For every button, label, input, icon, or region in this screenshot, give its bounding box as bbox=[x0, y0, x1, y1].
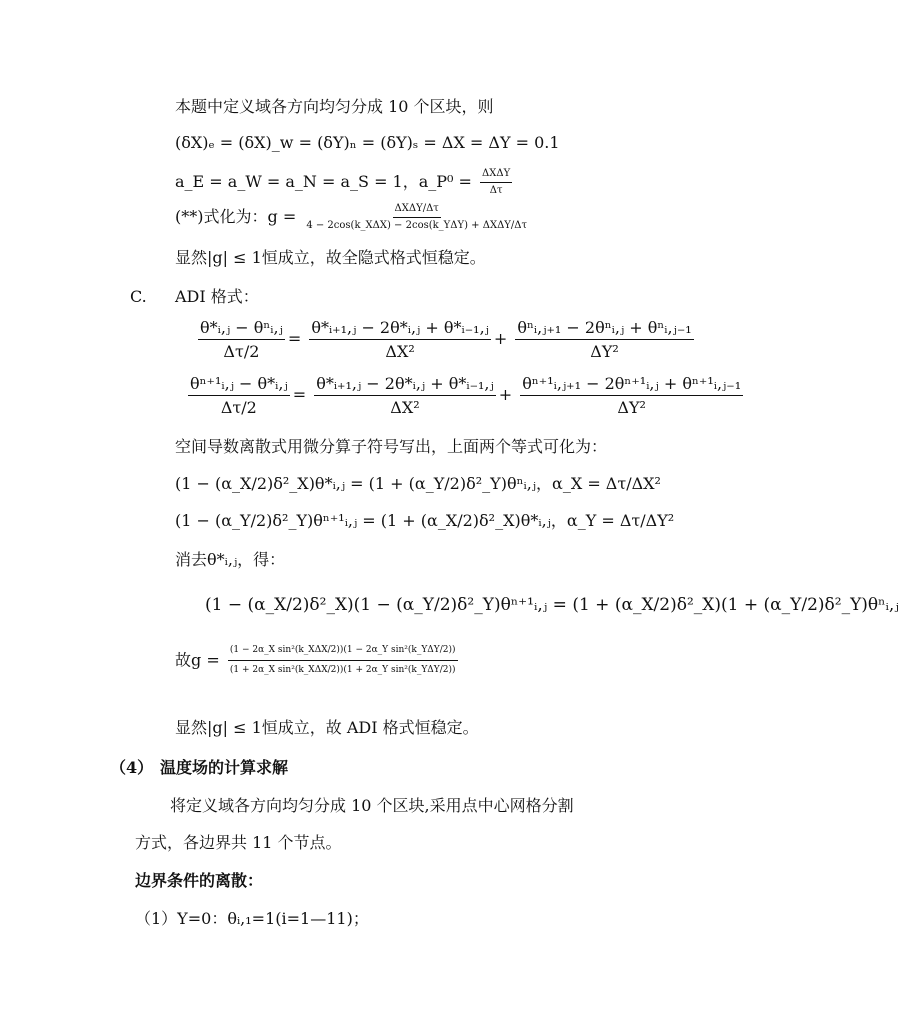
adi1-r2-den: ΔY² bbox=[590, 342, 619, 362]
adi1-lhs bbox=[198, 318, 285, 361]
adi2-r2-num: θⁿ⁺¹ᵢ,ⱼ₊₁ − 2θⁿ⁺¹ᵢ,ⱼ + θⁿ⁺¹ᵢ,ⱼ₋₁ bbox=[520, 374, 743, 396]
eq-g-label: (**)式化为：g = bbox=[175, 207, 297, 226]
operator-equation-1: (1 − (α_X/2)δ²_X)θ*ᵢ,ⱼ = (1 + (α_Y/2)δ²_Y)θⁿᵢ,ⱼ，α_X = Δτ/ΔX² bbox=[175, 474, 661, 493]
eq-g-den: 4 − 2cos(k_XΔX) − 2cos(k_YΔY) + ΔXΔY/Δτ bbox=[306, 220, 528, 231]
adi2-lhs bbox=[188, 374, 290, 417]
g2-num: (1 − 2α_X sin²(k_XΔX/2))(1 − 2α_Y sin²(k_YΔY/2)) bbox=[228, 645, 458, 661]
eq-coefficients-left: a_E = a_W = a_N = a_S = 1，a_P⁰ = bbox=[175, 172, 472, 191]
section-c-letter: C. bbox=[130, 287, 147, 306]
eq-g-fraction bbox=[304, 203, 529, 232]
adi2-r1-num: θ*ᵢ₊₁,ⱼ − 2θ*ᵢ,ⱼ + θ*ᵢ₋₁,ⱼ bbox=[314, 374, 496, 396]
boundary-condition-1: （1）Y=0：θᵢ,₁=1(i=1—11)； bbox=[135, 909, 369, 928]
eq-control-volume: (δX)ₑ = (δX)_w = (δY)ₙ = (δY)ₛ = ΔX = ΔY = 0.1 bbox=[175, 133, 560, 152]
operator-equation-2: (1 − (α_Y/2)δ²_Y)θⁿ⁺¹ᵢ,ⱼ = (1 + (α_X/2)δ²_X)θ*ᵢ,ⱼ，α_Y = Δτ/ΔY² bbox=[175, 511, 675, 530]
eq-g-implicit bbox=[175, 203, 532, 232]
eliminate-text: 消去θ*ᵢ,ⱼ，得： bbox=[175, 550, 286, 569]
section-4-title: 温度场的计算求解 bbox=[160, 758, 289, 777]
combined-equation: (1 − (α_X/2)δ²_X)(1 − (α_Y/2)δ²_Y)θⁿ⁺¹ᵢ,ⱼ = (1 + (α_X/2)δ²_X)(1 + (α_Y/2)δ²_Y)θⁿᵢ,ⱼ bbox=[205, 595, 899, 615]
adi1-r2-num: θⁿᵢ,ⱼ₊₁ − 2θⁿᵢ,ⱼ + θⁿᵢ,ⱼ₋₁ bbox=[515, 318, 693, 340]
implicit-stability-conclusion: 显然|g| ≤ 1恒成立，故全隐式格式恒稳定。 bbox=[175, 248, 486, 267]
adi-equation-1: $\frac{\text{θ*ᵢ,ⱼ − θⁿᵢ,ⱼ}}{\Delta\tau/2}$ = $\frac{\text{θ*ᵢ₊₁,ⱼ − 2θ*ᵢ,ⱼ + θ*ᵢ₋₁,ⱼ}}{\text{ΔX²}}$ + $\frac{\text{θⁿᵢ,ⱼ₊₁ − 2θⁿᵢ,ⱼ + θⁿᵢ,ⱼ₋₁}}{\text{ΔY²}}$ bbox=[200, 318, 692, 362]
eq-coefficients bbox=[175, 168, 515, 197]
paragraph-line-1: 将定义域各方向均匀分成 10 个区块,采用点中心网格分割 bbox=[170, 796, 574, 815]
adi1-lhs-den: Δτ/2 bbox=[223, 342, 260, 362]
eq-coefficients-num: ΔXΔY bbox=[480, 168, 512, 183]
adi1-r2 bbox=[515, 318, 693, 361]
adi2-r1 bbox=[314, 374, 496, 417]
paragraph-line-2: 方式，各边界共 11 个节点。 bbox=[135, 833, 342, 852]
adi2-lhs-den: Δτ/2 bbox=[220, 398, 257, 418]
g2-den: (1 + 2α_X sin²(k_XΔX/2))(1 + 2α_Y sin²(k_YΔY/2)) bbox=[229, 664, 456, 675]
adi1-lhs-num: θ*ᵢ,ⱼ − θⁿᵢ,ⱼ bbox=[198, 318, 285, 340]
intro-text: 本题中定义域各方向均匀分成 10 个区块，则 bbox=[175, 97, 494, 116]
adi-stability-conclusion: 显然|g| ≤ 1恒成立，故 ADI 格式恒稳定。 bbox=[175, 718, 479, 737]
eq-coefficients-fraction bbox=[480, 168, 512, 197]
section-4-number: （4） bbox=[110, 758, 154, 777]
section-c-title: ADI 格式： bbox=[175, 287, 259, 306]
eq-g-num: ΔXΔY/Δτ bbox=[393, 203, 441, 218]
boundary-conditions-heading: 边界条件的离散： bbox=[135, 871, 264, 890]
adi2-r2-den: ΔY² bbox=[617, 398, 646, 418]
g2-label: 故g = bbox=[175, 650, 220, 670]
adi2-r2 bbox=[520, 374, 743, 417]
adi2-lhs-num: θⁿ⁺¹ᵢ,ⱼ − θ*ᵢ,ⱼ bbox=[188, 374, 290, 396]
operator-intro-text: 空间导数离散式用微分算子符号写出，上面两个等式可化为： bbox=[175, 437, 608, 456]
adi1-r1-den: ΔX² bbox=[385, 342, 415, 362]
eq-coefficients-den: Δτ bbox=[489, 185, 503, 196]
adi-equation-2: $\frac{\text{θⁿ⁺¹ᵢ,ⱼ − θ*ᵢ,ⱼ}}{\Delta\tau/2}$ = $\frac{\text{θ*ᵢ₊₁,ⱼ − 2θ*ᵢ,ⱼ + θ*ᵢ₋₁,ⱼ}}{\text{ΔX²}}$ + $\frac{\text{θⁿ⁺¹ᵢ,ⱼ₊₁ − 2θⁿ⁺¹ᵢ,ⱼ + θⁿ⁺¹ᵢ,ⱼ₋₁}}{\text{ΔY²}}$ bbox=[190, 374, 742, 418]
g2-fraction bbox=[228, 645, 458, 676]
adi-amplification-factor bbox=[175, 645, 461, 676]
adi1-r1-num: θ*ᵢ₊₁,ⱼ − 2θ*ᵢ,ⱼ + θ*ᵢ₋₁,ⱼ bbox=[309, 318, 491, 340]
adi2-r1-den: ΔX² bbox=[390, 398, 420, 418]
adi1-r1 bbox=[309, 318, 491, 361]
